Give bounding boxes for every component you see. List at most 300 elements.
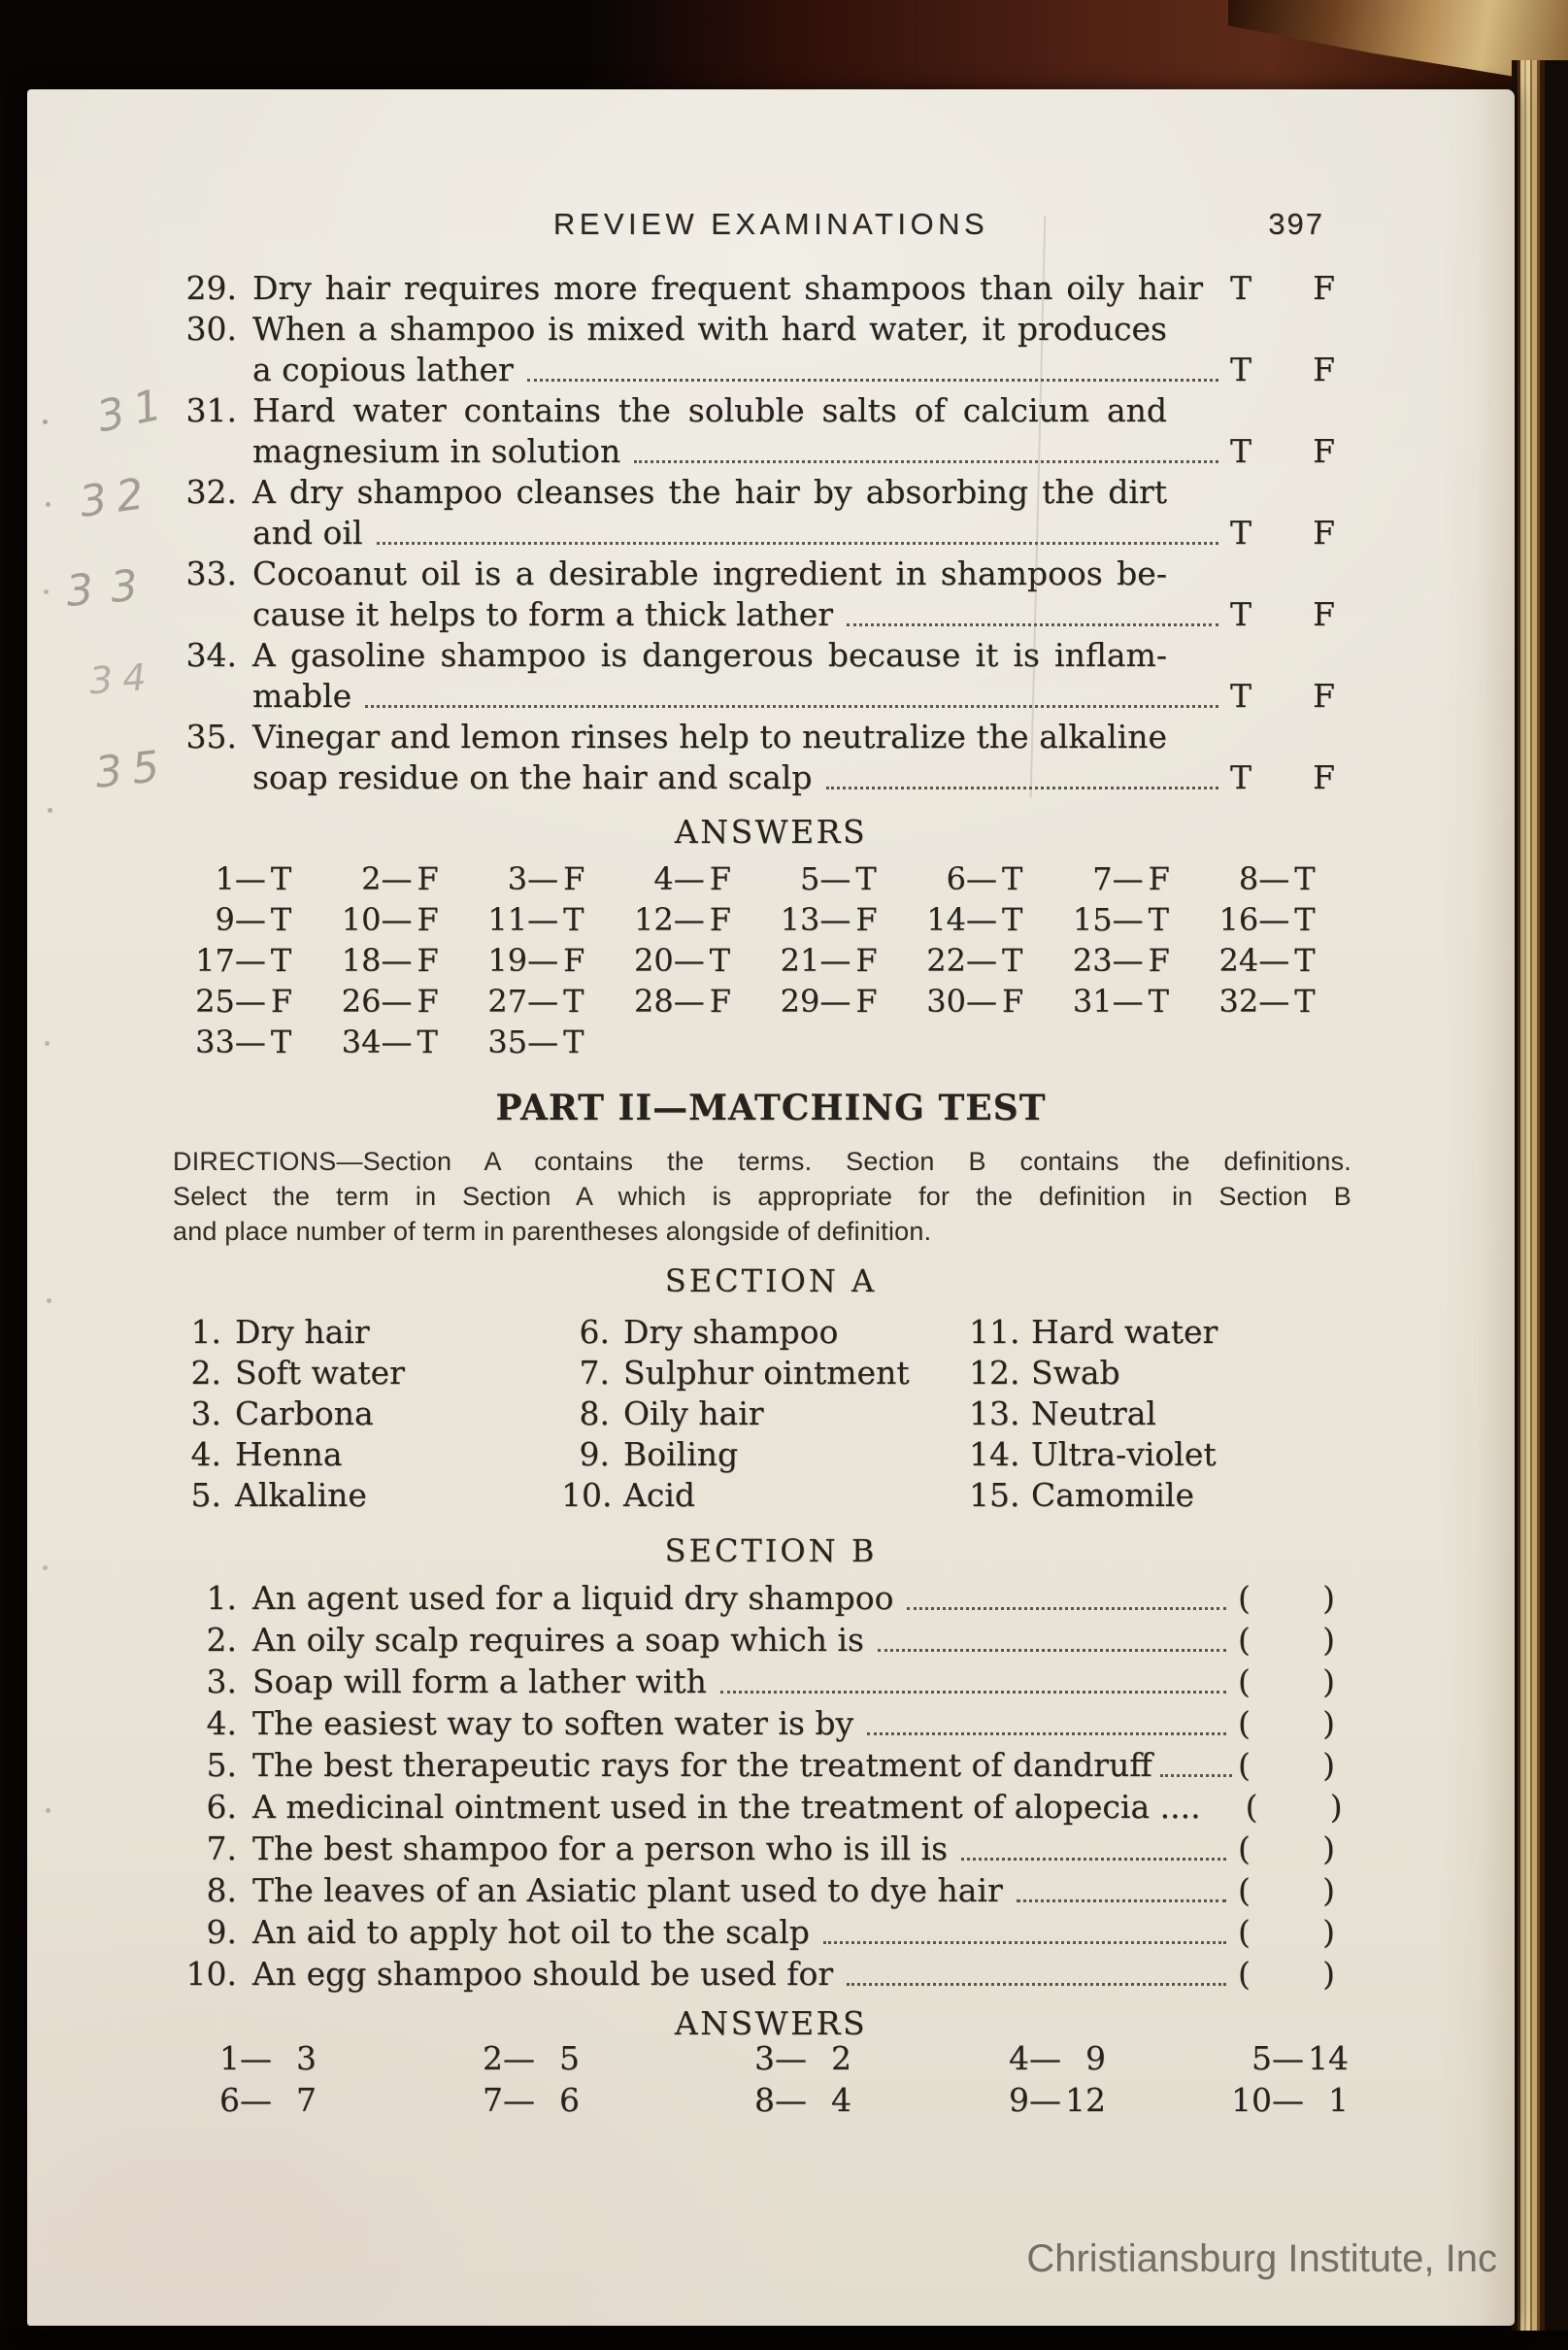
true-option: T	[1230, 514, 1252, 552]
directions-line: and place number of term in parentheses alongside of definition.	[173, 1217, 932, 1246]
answer-pair	[452, 2079, 724, 2121]
answer-pair	[760, 899, 907, 940]
answer-number: 35	[487, 1024, 528, 1060]
term-label: Soft water	[235, 1354, 405, 1392]
paren-open: (	[1238, 1746, 1251, 1784]
question-text: a copious lather	[252, 351, 514, 388]
answer-number: 20	[633, 942, 674, 979]
directions	[173, 1144, 1351, 1249]
answer-pair	[467, 940, 614, 981]
false-option: F	[1313, 351, 1335, 388]
question-number: 34.	[185, 636, 237, 674]
answer-value: T	[270, 860, 292, 897]
answer-dash: —	[234, 860, 266, 897]
answer-value: F	[417, 901, 439, 938]
answer-dash: —	[1029, 2081, 1061, 2119]
answer-value: F	[417, 860, 439, 897]
answer-pair	[467, 858, 614, 899]
question-text: cause it helps to form a thick lather	[252, 595, 834, 633]
definition-text: The leaves of an Asiatic plant used to dye hair	[252, 1871, 1003, 1909]
term-item	[969, 1434, 1369, 1475]
dotted-leader	[961, 1858, 1226, 1861]
answer-value: T	[417, 1024, 438, 1060]
answer-number: 26	[341, 983, 382, 1020]
answer-value: 3	[296, 2039, 317, 2077]
definition-number: 1.	[206, 1579, 237, 1617]
pencil-note: 32	[76, 467, 157, 528]
definition-text: A medicinal ointment used in the treatment of alopecia ....	[252, 1788, 1201, 1826]
term-label: Henna	[235, 1435, 343, 1473]
answer-value: T	[1001, 942, 1023, 979]
paren-open: (	[1238, 1621, 1251, 1659]
answer-value: T	[270, 901, 292, 938]
answers-grid-part2	[189, 2037, 1476, 2121]
answer-number: 7	[1092, 860, 1113, 897]
answer-dash: —	[381, 942, 413, 979]
answer-number: 7	[483, 2081, 503, 2119]
answer-dash: —	[965, 860, 997, 897]
answer-value: F	[1148, 860, 1170, 897]
answer-parentheses	[1238, 1869, 1335, 1911]
paren-open: (	[1238, 1955, 1251, 1993]
answer-dash: —	[819, 901, 851, 938]
answer-value: F	[563, 860, 585, 897]
answer-pair	[321, 1022, 468, 1062]
answer-number: 10	[341, 901, 382, 938]
answer-number: 9	[1009, 2081, 1029, 2119]
false-option: F	[1313, 514, 1335, 552]
answer-value: T	[1148, 983, 1169, 1020]
question-text: Dry hair requires more frequent shampoos than oily hair	[252, 269, 1203, 307]
answer-number: 32	[1218, 983, 1259, 1020]
answer-pair	[760, 858, 907, 899]
true-false-options	[1230, 757, 1335, 798]
term-label: Dry hair	[235, 1313, 370, 1351]
true-false-options	[1230, 594, 1335, 635]
answer-pair	[321, 899, 468, 940]
answer-value: F	[417, 983, 439, 1020]
answer-pair	[760, 981, 907, 1022]
answer-value: T	[1148, 901, 1169, 938]
answer-dash: —	[673, 860, 705, 897]
definition-number: 8.	[206, 1871, 237, 1909]
paren-close: )	[1322, 1955, 1335, 1993]
answer-pair	[1198, 981, 1345, 1022]
answer-value: F	[563, 942, 585, 979]
true-false-options	[1230, 676, 1335, 717]
term-item	[173, 1393, 561, 1434]
definition-text: The best therapeutic rays for the treatment of dandruff	[252, 1746, 1152, 1784]
answer-pair	[1198, 940, 1345, 981]
answer-number: 6	[946, 860, 966, 897]
false-option: F	[1313, 677, 1335, 715]
answer-value: 12	[1065, 2081, 1106, 2119]
question-text: and oil	[252, 514, 363, 552]
false-option: F	[1313, 758, 1335, 796]
answer-pair	[321, 940, 468, 981]
question-row-continuation	[27, 676, 1515, 717]
question-number: 35.	[185, 718, 237, 755]
term-item	[561, 1475, 969, 1516]
definition-row	[27, 1869, 1515, 1911]
directions-line: DIRECTIONS—Section A contains the terms. Section B contains the definitions.	[173, 1147, 1351, 1176]
definition-number: 3.	[206, 1662, 237, 1700]
answer-value: F	[709, 860, 731, 897]
question-row	[27, 390, 1515, 431]
true-option: T	[1230, 351, 1252, 388]
answer-number: 13	[780, 901, 820, 938]
answer-pair	[467, 981, 614, 1022]
answer-dash: —	[1258, 983, 1290, 1020]
term-number: 8.	[579, 1394, 610, 1432]
dotted-leader	[527, 379, 1218, 382]
answer-dash: —	[775, 2039, 807, 2077]
answer-number: 3	[754, 2039, 775, 2077]
answer-number: 28	[633, 983, 674, 1020]
answer-pair	[175, 1022, 321, 1062]
question-text: Hard water contains the soluble salts of calcium and	[252, 391, 1167, 429]
answer-parentheses	[1238, 1911, 1335, 1953]
term-number: 3.	[190, 1394, 221, 1432]
answer-dash: —	[1258, 942, 1290, 979]
answer-number: 15	[1072, 901, 1113, 938]
answer-number: 25	[195, 983, 235, 1020]
definition-number: 4.	[206, 1704, 237, 1742]
definition-row	[27, 1744, 1515, 1786]
answer-number: 22	[926, 942, 966, 979]
pencil-note: 31	[92, 378, 176, 443]
definition-text: An oily scalp requires a soap which is	[252, 1621, 864, 1659]
dotted-leader	[377, 542, 1218, 545]
answer-number: 30	[926, 983, 966, 1020]
dotted-leader	[1017, 1899, 1226, 1902]
answer-number: 8	[754, 2081, 775, 2119]
question-text: A dry shampoo cleanses the hair by absorbing the dirt	[252, 473, 1167, 511]
section-a-heading: SECTION A	[664, 1262, 878, 1299]
answer-number: 34	[341, 1024, 382, 1060]
answer-number: 8	[1238, 860, 1259, 897]
paren-open: (	[1238, 1662, 1251, 1700]
answer-parentheses	[1238, 1953, 1335, 1995]
question-row	[27, 309, 1515, 350]
true-false-options	[1230, 350, 1335, 390]
answer-dash: —	[234, 942, 266, 979]
answer-value: 14	[1308, 2039, 1349, 2077]
answer-value: T	[270, 1024, 292, 1060]
question-row-continuation	[27, 513, 1515, 554]
term-label: Alkaline	[235, 1476, 367, 1514]
answer-value: F	[709, 901, 731, 938]
answer-pair	[175, 940, 321, 981]
answer-pair	[1221, 2037, 1476, 2079]
paren-close: )	[1322, 1662, 1335, 1700]
answer-pair	[467, 899, 614, 940]
answer-pair	[906, 858, 1052, 899]
answer-dash: —	[527, 1024, 559, 1060]
term-number: 1.	[190, 1313, 221, 1351]
answer-dash: —	[673, 942, 705, 979]
answer-dash: —	[503, 2039, 535, 2077]
answer-value: T	[563, 983, 584, 1020]
definition-number: 5.	[206, 1746, 237, 1784]
answer-pair	[1052, 981, 1199, 1022]
answer-value: T	[1294, 860, 1316, 897]
watermark: Christiansburg Institute, Inc	[1026, 2237, 1497, 2280]
answer-value: T	[1294, 901, 1316, 938]
answer-number: 6	[219, 2081, 240, 2119]
false-option: F	[1313, 269, 1335, 307]
answer-pair	[321, 981, 468, 1022]
answer-dash: —	[527, 942, 559, 979]
section-a-terms	[173, 1312, 1369, 1516]
question-row	[27, 717, 1515, 757]
term-number: 5.	[190, 1476, 221, 1514]
false-option: F	[1313, 432, 1335, 470]
question-number: 33.	[185, 554, 237, 592]
answer-number: 19	[487, 942, 528, 979]
paren-open: (	[1238, 1913, 1251, 1951]
definition-row	[27, 1619, 1515, 1661]
paren-close: )	[1322, 1913, 1335, 1951]
term-item	[969, 1393, 1369, 1434]
answer-value: F	[855, 942, 878, 979]
definition-number: 7.	[206, 1830, 237, 1867]
answer-pair	[906, 899, 1052, 940]
definition-row	[27, 1702, 1515, 1744]
answer-pair	[614, 940, 760, 981]
question-number: 32.	[185, 473, 237, 511]
answer-pair	[724, 2079, 979, 2121]
answer-dash: —	[965, 942, 997, 979]
definition-row	[27, 1786, 1515, 1828]
definition-text: The best shampoo for a person who is ill is	[252, 1830, 949, 1867]
dotted-leader	[1160, 1774, 1232, 1777]
answer-parentheses	[1238, 1577, 1335, 1619]
answer-value: F	[855, 901, 878, 938]
answer-value: 2	[831, 2039, 851, 2077]
dotted-leader	[878, 1649, 1226, 1652]
answer-value: 9	[1085, 2039, 1106, 2077]
term-label: Dry shampoo	[623, 1313, 839, 1351]
term-number: 12.	[969, 1354, 1020, 1392]
answer-pair	[760, 940, 907, 981]
page-header	[27, 204, 1515, 245]
directions-line: Select the term in Section A which is appropriate for the definition in Section B	[173, 1182, 1351, 1211]
question-text: When a shampoo is mixed with hard water, it produces	[252, 310, 1167, 348]
answer-value: F	[855, 983, 878, 1020]
answer-pair	[724, 2037, 979, 2079]
term-number: 15.	[969, 1476, 1020, 1514]
answer-pair	[614, 981, 760, 1022]
dotted-leader	[847, 1983, 1226, 1986]
paren-open: (	[1238, 1871, 1251, 1909]
definition-text: An agent used for a liquid dry shampoo	[252, 1579, 894, 1617]
answer-dash: —	[1112, 942, 1144, 979]
definition-number: 6.	[206, 1788, 237, 1826]
true-false-options	[1230, 268, 1335, 309]
answer-value: 5	[559, 2039, 580, 2077]
paren-close: )	[1322, 1871, 1335, 1909]
definition-row	[27, 1953, 1515, 1995]
question-text: soap residue on the hair and scalp	[252, 758, 813, 796]
dotted-leader	[634, 460, 1218, 463]
answer-pair	[467, 1022, 614, 1062]
term-label: Neutral	[1031, 1394, 1156, 1432]
question-row-continuation	[27, 350, 1515, 390]
term-item	[173, 1312, 561, 1353]
answer-number: 10	[1231, 2081, 1272, 2119]
answer-number: 1	[215, 860, 235, 897]
dotted-leader	[867, 1732, 1226, 1735]
answer-value: T	[270, 942, 292, 979]
question-row	[27, 554, 1515, 594]
term-number: 2.	[190, 1354, 221, 1392]
answer-number: 31	[1072, 983, 1113, 1020]
answer-value: T	[1294, 942, 1316, 979]
answer-number: 33	[195, 1024, 235, 1060]
term-label: Swab	[1031, 1354, 1120, 1392]
answer-number: 5	[799, 860, 820, 897]
answer-pair	[1052, 858, 1199, 899]
term-label: Carbona	[235, 1394, 374, 1432]
answer-dash: —	[381, 901, 413, 938]
term-number: 7.	[579, 1354, 610, 1392]
answer-value: T	[1001, 860, 1023, 897]
answer-value: T	[855, 860, 877, 897]
definition-number: 10.	[185, 1955, 237, 1993]
question-row-continuation	[27, 757, 1515, 798]
paren-close: )	[1322, 1704, 1335, 1742]
term-number: 9.	[579, 1435, 610, 1473]
answer-pair	[1221, 2079, 1476, 2121]
answer-pair	[906, 981, 1052, 1022]
answer-dash: —	[819, 860, 851, 897]
answer-parentheses	[1238, 1619, 1335, 1661]
answer-number: 4	[1009, 2039, 1029, 2077]
answers-grid-part1	[175, 858, 1345, 1062]
term-item	[173, 1353, 561, 1393]
answer-number: 4	[653, 860, 674, 897]
book-page	[27, 89, 1515, 2326]
answer-dash: —	[775, 2081, 807, 2119]
dotted-leader	[365, 705, 1218, 708]
definition-row	[27, 1577, 1515, 1619]
question-row	[27, 472, 1515, 513]
answer-pair	[175, 899, 321, 940]
answer-dash: —	[527, 860, 559, 897]
answer-pair	[1052, 940, 1199, 981]
paren-close: )	[1322, 1746, 1335, 1784]
term-label: Acid	[623, 1476, 695, 1514]
term-item	[969, 1475, 1369, 1516]
term-item	[561, 1312, 969, 1353]
answer-dash: —	[503, 2081, 535, 2119]
definition-number: 2.	[206, 1621, 237, 1659]
true-option: T	[1230, 269, 1252, 307]
false-option: F	[1313, 595, 1335, 633]
question-text: A gasoline shampoo is dangerous because it is inflam-	[252, 636, 1167, 674]
answer-number: 29	[780, 983, 820, 1020]
true-false-options	[1230, 431, 1335, 472]
answer-number: 12	[633, 901, 674, 938]
answer-pair	[321, 858, 468, 899]
page-specks	[43, 420, 48, 424]
answers-heading-part1: ANSWERS	[674, 813, 868, 851]
answer-number: 1	[219, 2039, 240, 2077]
answer-pair	[452, 2037, 724, 2079]
answers-heading-part2: ANSWERS	[674, 2004, 868, 2042]
paren-open: (	[1245, 1788, 1258, 1826]
true-option: T	[1230, 432, 1252, 470]
paren-open: (	[1238, 1704, 1251, 1742]
term-item	[561, 1434, 969, 1475]
answer-pair	[1052, 899, 1199, 940]
pencil-note: 33	[63, 559, 158, 617]
answer-number: 24	[1218, 942, 1259, 979]
answer-pair	[1198, 858, 1345, 899]
answer-dash: —	[1258, 901, 1290, 938]
question-number: 30.	[185, 310, 237, 348]
answer-number: 17	[195, 942, 235, 979]
answer-value: T	[563, 901, 584, 938]
answer-dash: —	[965, 901, 997, 938]
definition-row	[27, 1828, 1515, 1869]
answer-dash: —	[965, 983, 997, 1020]
term-label: Camomile	[1031, 1476, 1195, 1514]
answer-number: 14	[926, 901, 966, 938]
term-number: 14.	[969, 1435, 1020, 1473]
answer-number: 11	[487, 901, 528, 938]
answer-number: 5	[1251, 2039, 1272, 2077]
answer-pair	[175, 858, 321, 899]
question-number: 29.	[185, 269, 237, 307]
answer-dash: —	[819, 942, 851, 979]
book-shadow-bottom	[0, 2331, 1568, 2350]
answer-dash: —	[1258, 860, 1290, 897]
true-false-options	[1230, 513, 1335, 554]
term-label: Hard water	[1031, 1313, 1218, 1351]
dotted-leader	[847, 623, 1218, 626]
term-label: Sulphur ointment	[623, 1354, 910, 1392]
answer-number: 9	[215, 901, 235, 938]
answer-number: 21	[780, 942, 820, 979]
true-option: T	[1230, 595, 1252, 633]
question-row	[27, 635, 1515, 676]
definition-text: Soap will form a lather with	[252, 1662, 707, 1700]
answer-dash: —	[673, 901, 705, 938]
answer-number: 16	[1218, 901, 1259, 938]
answer-pair	[189, 2079, 452, 2121]
definition-text: An aid to apply hot oil to the scalp	[252, 1913, 810, 1951]
dotted-leader	[823, 1941, 1226, 1944]
answer-dash: —	[527, 983, 559, 1020]
term-number: 13.	[969, 1394, 1020, 1432]
part2-title: PART II—MATCHING TEST	[495, 1088, 1047, 1128]
answer-value: 6	[559, 2081, 580, 2119]
term-label: Oily hair	[623, 1394, 764, 1432]
true-option: T	[1230, 758, 1252, 796]
paren-close: )	[1329, 1788, 1343, 1826]
answer-dash: —	[381, 860, 413, 897]
pencil-note: 34	[87, 655, 157, 703]
answer-dash: —	[1272, 2081, 1304, 2119]
answer-dash: —	[381, 983, 413, 1020]
answer-dash: —	[673, 983, 705, 1020]
true-option: T	[1230, 677, 1252, 715]
term-item	[561, 1393, 969, 1434]
answer-pair	[979, 2079, 1221, 2121]
definition-text: An egg shampoo should be used for	[252, 1955, 834, 1993]
